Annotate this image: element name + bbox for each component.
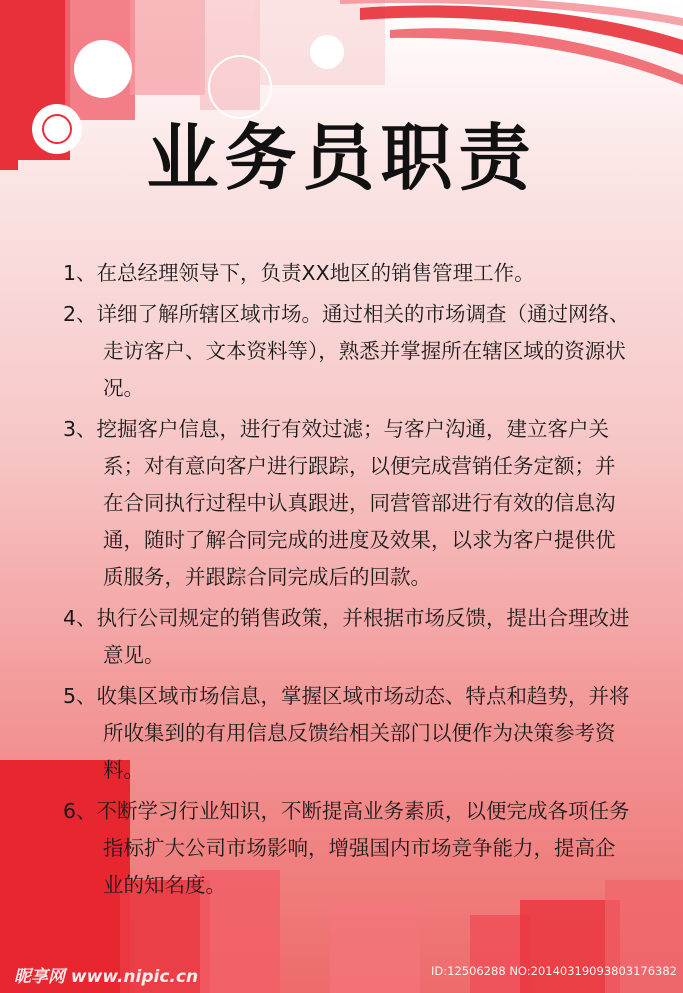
watermark-site: 昵享网 www.nipic.cn [14,967,199,987]
decor-swoosh [300,0,683,110]
duty-item-6: 6、不断学习行业知识，不断提高业务素质，以便完成各项任务指标扩大公司市场影响，增强国内市场竞争能力，提高企业的知名度。 [63,799,630,897]
duty-item-3: 3、挖掘客户信息，进行有效过滤；与客户沟通，建立客户关系；对有意向客户进行跟踪，以便完成营销任务定额；并在合同执行过程中认真跟进，同营管部进行有效的信息沟通，随时了解合同完成的进度及效果，以求为客户提供优质服务，并跟踪合同完成后的回款。 [63,417,616,589]
duty-list [63,255,633,908]
decor-circle [74,40,132,98]
page-title: 业务员职责 [146,115,537,200]
decor-block [330,905,420,993]
duty-item-5: 5、收集区域市场信息，掌握区域市场动态、特点和趋势，并将所收集到的有用信息反馈给相关部门以便作为决策参考资料。 [63,684,630,782]
decor-block [130,0,205,95]
duty-item-4: 4、执行公司规定的销售政策，并根据市场反馈，提出合理改进意见。 [63,606,630,667]
duty-item-2: 2、详细了解所辖区域市场。通过相关的市场调查（通过网络、走访客户、文本资料等），熟悉并掌握所在辖区域的资源状况。 [63,302,630,400]
duty-item-1: 1、在总经理领导下，负责XX地区的销售管理工作。 [63,261,535,285]
watermark-id: ID:12506288 NO:20140319093803176382 [431,964,677,978]
